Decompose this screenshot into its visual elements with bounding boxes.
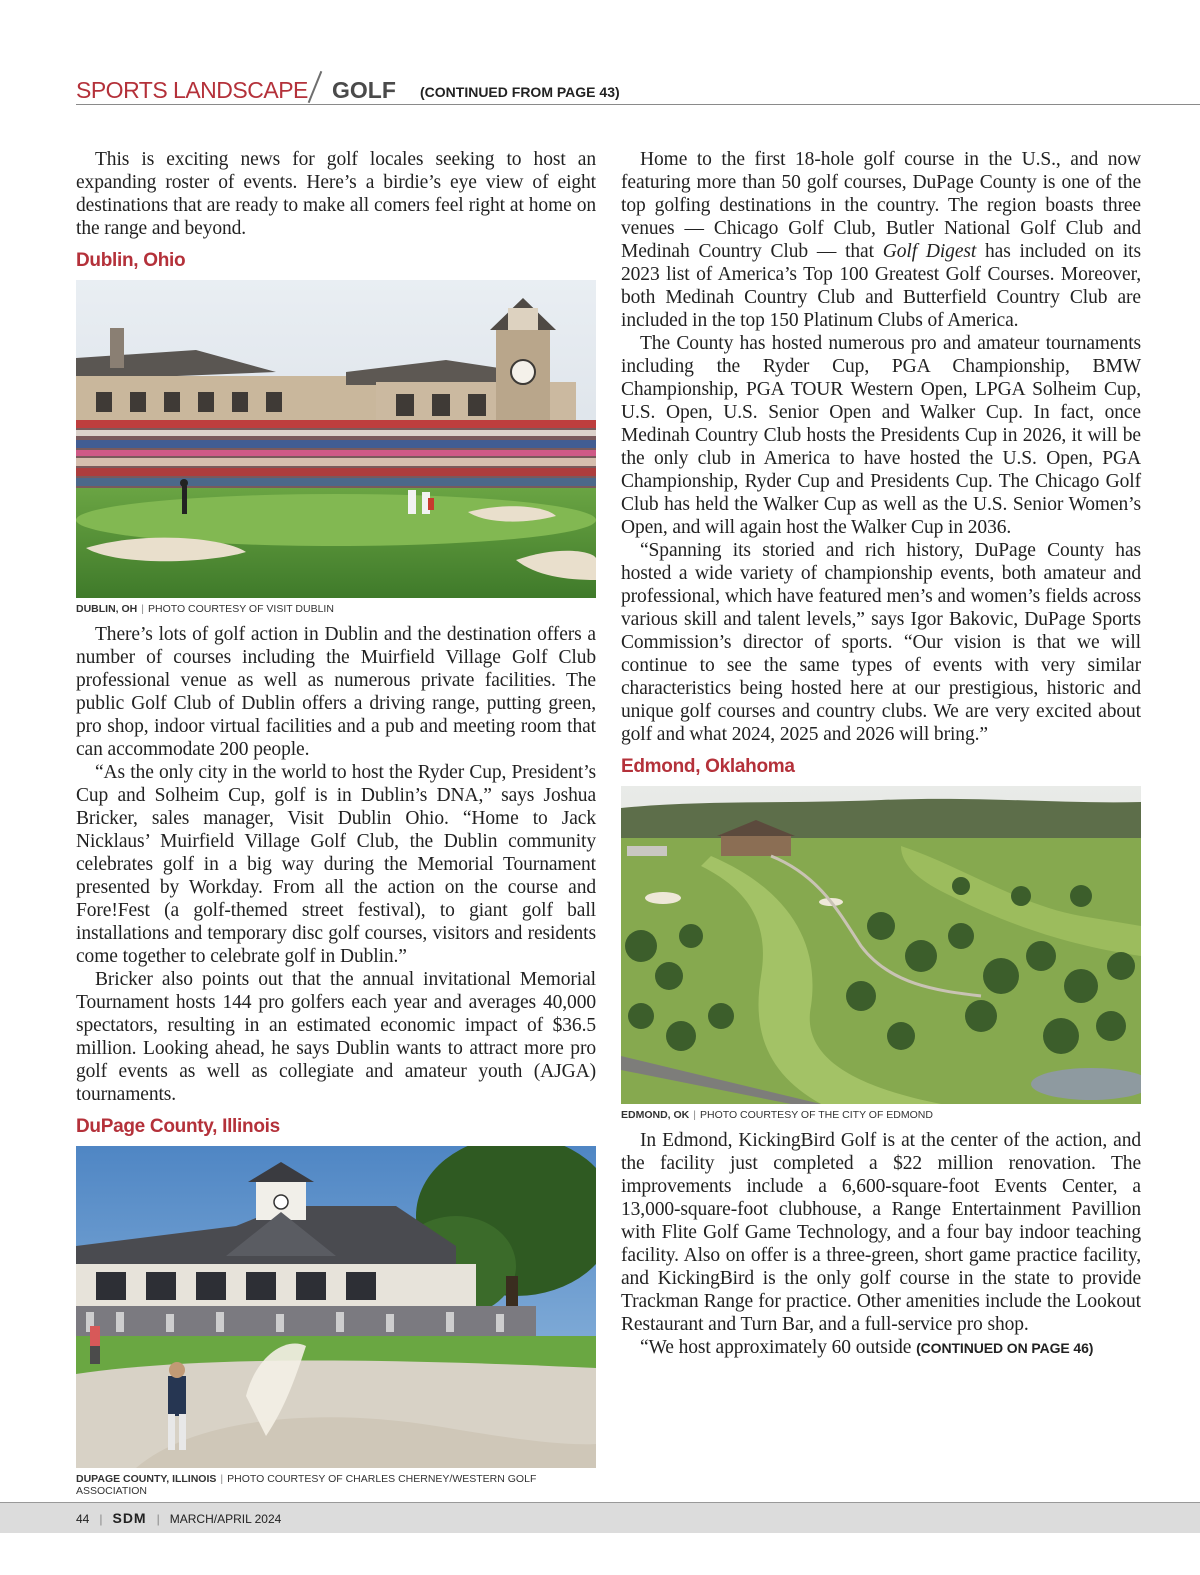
section-topic: GOLF [332,77,396,103]
edmond-caption-credit: PHOTO COURTESY OF THE CITY OF EDMOND [699,1109,933,1121]
caption-separator: | [220,1473,224,1485]
dupage-p1-part-a: Home to the first 18-hole golf course in the U.S., and now featuring more than 50 golf courses, DuPage County is one of the top golfing destinations in the country. The region boasts three venues — Chicago Golf Club, Butler National Golf Club and Medinah Country Club — that [621,149,1141,262]
caption-separator: | [141,603,144,615]
page-footer [0,1502,1200,1533]
dupage-paragraph-3: “Spanning its storied and rich history, DuPage County has hosted a wide variety of championship events, both amateur and professional, which have featured men’s and women’s fields across various skill and talent levels,” says Igor Bakovic, DuPage Sports Commission’s director of sports. “Our vision is that we will continue to see the same types of events with very similar characteristics being hosted here at our prestigious, historic and unique golf courses and country clubs. We are very excited about golf and what 2024, 2025 and 2026 will bring.” [621,540,1141,745]
edmond-p2-text: “We host approximately 60 outside [640,1337,912,1358]
footer-separator: | [99,1512,103,1526]
dupage-caption-location: DUPAGE COUNTY, ILLINOIS [76,1473,217,1485]
continued-from: (CONTINUED FROM PAGE 43) [420,84,620,100]
continued-on: (CONTINUED ON PAGE 46) [916,1340,1094,1356]
dublin-caption-location: DUBLIN, OH [76,603,138,615]
dublin-caption-credit: PHOTO COURTESY OF VISIT DUBLIN [147,603,334,615]
edmond-heading: Edmond, Oklahoma [621,756,795,777]
dupage-heading: DuPage County, Illinois [76,1116,280,1137]
dublin-paragraph-2: “As the only city in the world to host the Ryder Cup, President’s Cup and Solheim Cup, golf is in Dublin’s DNA,” says Joshua Bricker, sales manager, Visit Dublin Ohio. “Home to Jack Nicklaus’ Muirfield Village Golf Club, the Dublin community celebrates golf in a big way during the Memorial Tournament presented by Workday. From all the action on the course and Fore!Fest (a golf-themed street festival), to giant golf ball installations and temporary disc golf courses, visitors and residents come together to celebrate golf in Dublin.” [76,762,596,967]
edmond-caption-location: EDMOND, OK [621,1109,690,1121]
dublin-heading: Dublin, Ohio [76,250,186,271]
page-number: 44 [76,1512,90,1526]
intro-paragraph: This is exciting news for golf locales seeking to host an expanding roster of events. Here’s a birdie’s eye view of eight destinations that are ready to make all comers feel right at home on the range and beyond. [76,149,596,239]
edmond-paragraph-1: In Edmond, KickingBird Golf is at the center of the action, and the facility just completed a $22 million renovation. The improvements include a 6,600-square-foot Events Center, a 13,000-square-foot clubhouse, a Range Entertainment Pavillion with Flite Golf Game Technology, and a four bay indoor teaching facility. Also on offer is a three-green, short game practice facility, and KickingBird is the only golf course in the state to provide Trackman Range for practice. Other amenities include the Lookout Restaurant and Turn Bar, and a full-service pro shop. [621,1130,1141,1335]
caption-separator: | [693,1109,696,1121]
left-column [76,148,596,1505]
right-column [621,148,1141,1360]
section-title: SPORTS LANDSCAPE [76,77,308,103]
dublin-paragraph-3: Bricker also points out that the annual invitational Memorial Tournament hosts 144 pro golfers each year and averages 40,000 spectators, resulting in an estimated economic impact of $36.5 million. Looking ahead, he says Dublin wants to attract more pro golf events as well as collegiate and amateur youth (AJGA) tournaments. [76,969,596,1105]
dupage-paragraph-2: The County has hosted numerous pro and amateur tournaments including the Ryder Cup, PGA Championship, BMW Championship, PGA TOUR Western Open, LPGA Solheim Cup, U.S. Open, U.S. Senior Open and Walker Cup. In fact, once Medinah Country Club hosts the Presidents Cup in 2026, it will be the only club in America to have hosted the U.S. Open, PGA Championship, Ryder Cup and Presidents Cup. The Chicago Golf Club has held the Walker Cup as well as the U.S. Senior Women’s Open, and will again host the Walker Cup in 2036. [621,333,1141,538]
dupage-p1-part-b: has included on its 2023 list of America’s Top 100 Greatest Golf Courses. Moreover, both Medinah Country Club and Butterfield Country Club are included in the top 150 Platinum Clubs of America. [621,241,1141,331]
dublin-photo [76,280,596,598]
issue-date: MARCH/APRIL 2024 [169,1512,282,1526]
edmond-photo [621,786,1141,1104]
dublin-photo-caption [76,603,596,615]
dupage-caption-credit: PHOTO COURTESY OF CHARLES CHERNEY/WESTERN GOLF ASSOCIATION [76,1473,537,1497]
edmond-photo-caption [621,1109,1141,1121]
header-slash [308,71,323,103]
magazine-logo: SDM [112,1510,147,1526]
dublin-paragraph-1: There’s lots of golf action in Dublin and the destination offers a number of courses including the Muirfield Village Golf Club professional venue as well as numerous private facilities. The public Golf Club of Dublin offers a driving range, putting green, pro shop, indoor virtual facilities and a pub and meeting room that can accommodate 200 people. [76,624,596,760]
page-header [76,76,1200,105]
golf-digest-title: Golf Digest [882,241,977,262]
dupage-photo-caption [76,1473,596,1497]
dupage-paragraph-1 [621,148,1141,332]
dupage-photo [76,1146,596,1468]
footer-separator: | [156,1512,160,1526]
edmond-paragraph-2 [621,1336,1141,1360]
footer-items [76,1510,281,1526]
